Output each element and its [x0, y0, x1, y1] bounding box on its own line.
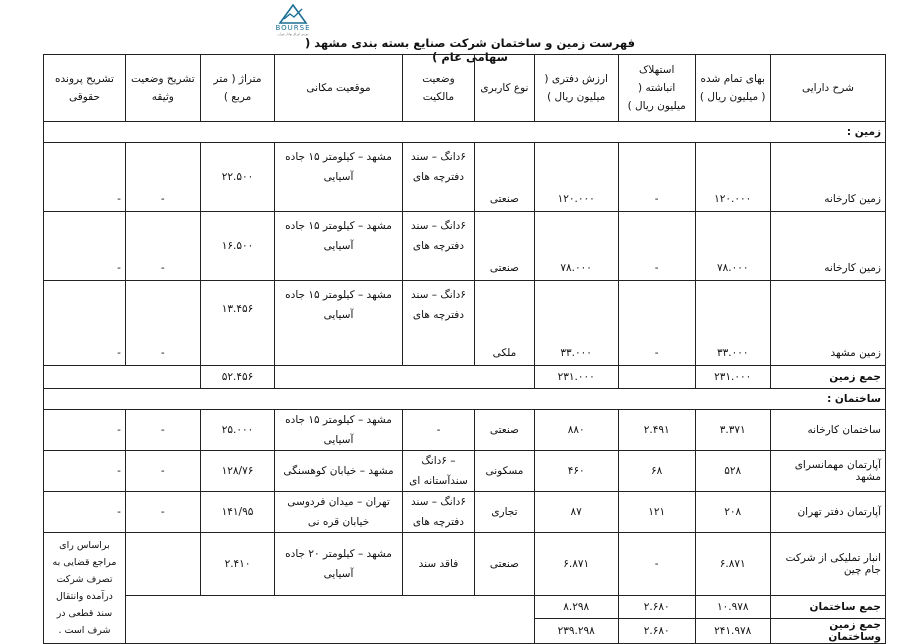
total-row-land [44, 366, 886, 389]
cell-area: ۲.۴۱۰ [200, 533, 275, 596]
total-book-value: ۸.۲۹۸ [534, 596, 618, 619]
cell-cost: ۵۲۸ [695, 451, 770, 492]
cell-usage: مسکونی [475, 451, 534, 492]
table-row [44, 492, 886, 533]
cell-location: مشهد – کیلومتر ۱۵ جاده آسیایی [275, 281, 402, 366]
table-header-row [44, 55, 886, 122]
cell-cost: ۷۸.۰۰۰ [695, 212, 770, 281]
col-header-depreciation: استهلاک انباشته ( میلیون ریال ) [618, 55, 695, 122]
cell-deed-status: - [125, 410, 200, 451]
cell-location: مشهد – کیلومتر ۱۵ جاده آسیایی [275, 212, 402, 281]
total-cost: ۱۰.۹۷۸ [695, 596, 770, 619]
table-row [44, 533, 886, 596]
cell-location: مشهد – کیلومتر ۱۵ جاده آسیایی [275, 410, 402, 451]
cell-depreciation: ۲.۴۹۱ [618, 410, 695, 451]
table-row [44, 143, 886, 212]
grand-total-label: جمع زمین وساختمان [770, 619, 885, 644]
total-empty-cell [44, 366, 201, 389]
cell-book-value: ۱۲۰.۰۰۰ [534, 143, 618, 212]
cell-location: مشهد – کیلومتر ۲۰ جاده آسیایی [275, 533, 402, 596]
cell-area: ۱۴۱/۹۵ [200, 492, 275, 533]
cell-desc: زمین کارخانه [770, 143, 885, 212]
page-title: فهرست زمین و ساختمان شرکت صنایع بسته بندی مشهد ( سهامی عام ) [305, 36, 635, 64]
cell-location: مشهد – کیلومتر ۱۵ جاده آسیایی [275, 143, 402, 212]
total-area: ۵۲.۴۵۶ [200, 366, 275, 389]
cell-book-value: ۸۷ [534, 492, 618, 533]
cell-area: ۱۶.۵۰۰ [200, 212, 275, 281]
cell-legal-case: - [44, 410, 126, 451]
table-row [44, 410, 886, 451]
cell-ownership: – ۶دانگ سندآستانه ای [402, 451, 475, 492]
cell-ownership: ۶دانگ – سند دفترچه های [402, 212, 475, 281]
grand-total-depreciation: ۲.۶۸۰ [618, 619, 695, 644]
cell-desc: آپارتمان دفتر تهران [770, 492, 885, 533]
cell-location: مشهد – خیابان کوهسنگی [275, 451, 402, 492]
total-book-value: ۲۳۱.۰۰۰ [534, 366, 618, 389]
cell-deed-status: - [125, 451, 200, 492]
cell-usage: تجاری [475, 492, 534, 533]
cell-cost: ۶.۸۷۱ [695, 533, 770, 596]
cell-book-value: ۳۳.۰۰۰ [534, 281, 618, 366]
table-row [44, 212, 886, 281]
col-header-book-value: ارزش دفتری ( میلیون ریال ) [534, 55, 618, 122]
cell-area: ۱۲۸/۷۶ [200, 451, 275, 492]
col-header-cost: بهای تمام شده ( میلیون ریال ) [695, 55, 770, 122]
cell-usage: صنعتی [475, 410, 534, 451]
section-row-buildings [44, 389, 886, 410]
total-label: جمع زمین [770, 366, 885, 389]
assets-table [43, 54, 886, 644]
cell-deed-status: - [125, 281, 200, 366]
table-row [44, 451, 886, 492]
cell-depreciation: - [618, 533, 695, 596]
cell-legal-case: براساس رای مراجع قضایی به تصرف شرکت درآمده وانتقال سند قطعی در شرف است . [44, 533, 126, 644]
cell-book-value: ۷۸.۰۰۰ [534, 212, 618, 281]
cell-cost: ۲۰۸ [695, 492, 770, 533]
cell-desc: آپارتمان مهمانسرای مشهد [770, 451, 885, 492]
cell-legal-case: - [44, 492, 126, 533]
logo-text: BOURSE [275, 24, 311, 32]
col-header-legal-case: تشریح پرونده حقوقی [44, 55, 126, 122]
cell-ownership: ۶دانگ – سند دفترچه های [402, 281, 475, 366]
cell-legal-case: - [44, 451, 126, 492]
cell-desc: زمین مشهد [770, 281, 885, 366]
grand-total-cost: ۲۴۱.۹۷۸ [695, 619, 770, 644]
col-header-desc: شرح دارایی [770, 55, 885, 122]
cell-depreciation: - [618, 212, 695, 281]
cell-deed-status: - [125, 143, 200, 212]
cell-depreciation: - [618, 143, 695, 212]
col-header-area: متراژ ( متر مربع ) [200, 55, 275, 122]
cell-deed-status [125, 533, 200, 596]
bourse-logo-icon [278, 4, 308, 24]
cell-usage: صنعتی [475, 212, 534, 281]
cell-desc: انبار تملیکی از شرکت جام چین [770, 533, 885, 596]
cell-deed-status: - [125, 492, 200, 533]
cell-legal-case: - [44, 143, 126, 212]
cell-ownership: ۶دانگ – سند دفترچه های [402, 492, 475, 533]
cell-legal-case: - [44, 212, 126, 281]
total-empty-cell [275, 366, 534, 389]
cell-deed-status: - [125, 212, 200, 281]
total-empty-cell [125, 596, 534, 644]
grand-total-book-value: ۲۳۹.۲۹۸ [534, 619, 618, 644]
cell-book-value: ۶.۸۷۱ [534, 533, 618, 596]
cell-usage: صنعتی [475, 533, 534, 596]
cell-depreciation: ۶۸ [618, 451, 695, 492]
cell-usage: ملکی [475, 281, 534, 366]
section-row-land [44, 122, 886, 143]
cell-ownership: - [402, 410, 475, 451]
cell-area: ۲۲.۵۰۰ [200, 143, 275, 212]
total-label: جمع ساختمان [770, 596, 885, 619]
col-header-usage: نوع کاربری [475, 55, 534, 122]
cell-area: ۲۵.۰۰۰ [200, 410, 275, 451]
section-heading-buildings: ساختمان : [44, 389, 886, 410]
cell-cost: ۳۳.۰۰۰ [695, 281, 770, 366]
cell-area: ۱۳.۴۵۶ [200, 281, 275, 366]
total-depreciation [618, 366, 695, 389]
cell-cost: ۳.۳۷۱ [695, 410, 770, 451]
cell-cost: ۱۲۰.۰۰۰ [695, 143, 770, 212]
col-header-ownership: وضعیت مالکیت [402, 55, 475, 122]
total-cost: ۲۳۱.۰۰۰ [695, 366, 770, 389]
col-header-location: موقعیت مکانی [275, 55, 402, 122]
logo-subtext: بورس اوراق بهادار تهران [277, 32, 309, 36]
cell-depreciation: ۱۲۱ [618, 492, 695, 533]
cell-usage: صنعتی [475, 143, 534, 212]
table-row [44, 281, 886, 366]
cell-legal-case: - [44, 281, 126, 366]
col-header-deed-status: تشریح وضعیت وثیقه [125, 55, 200, 122]
cell-ownership: فاقد سند [402, 533, 475, 596]
cell-depreciation: - [618, 281, 695, 366]
cell-book-value: ۸۸۰ [534, 410, 618, 451]
total-row-buildings [44, 596, 886, 619]
cell-book-value: ۴۶۰ [534, 451, 618, 492]
total-depreciation: ۲.۶۸۰ [618, 596, 695, 619]
section-heading-land: زمین : [44, 122, 886, 143]
cell-ownership: ۶دانگ – سند دفترچه های [402, 143, 475, 212]
cell-desc: ساختمان کارخانه [770, 410, 885, 451]
bourse-logo [262, 4, 324, 40]
cell-location: تهران – میدان فردوسی خیابان قره نی [275, 492, 402, 533]
cell-desc: زمین کارخانه [770, 212, 885, 281]
